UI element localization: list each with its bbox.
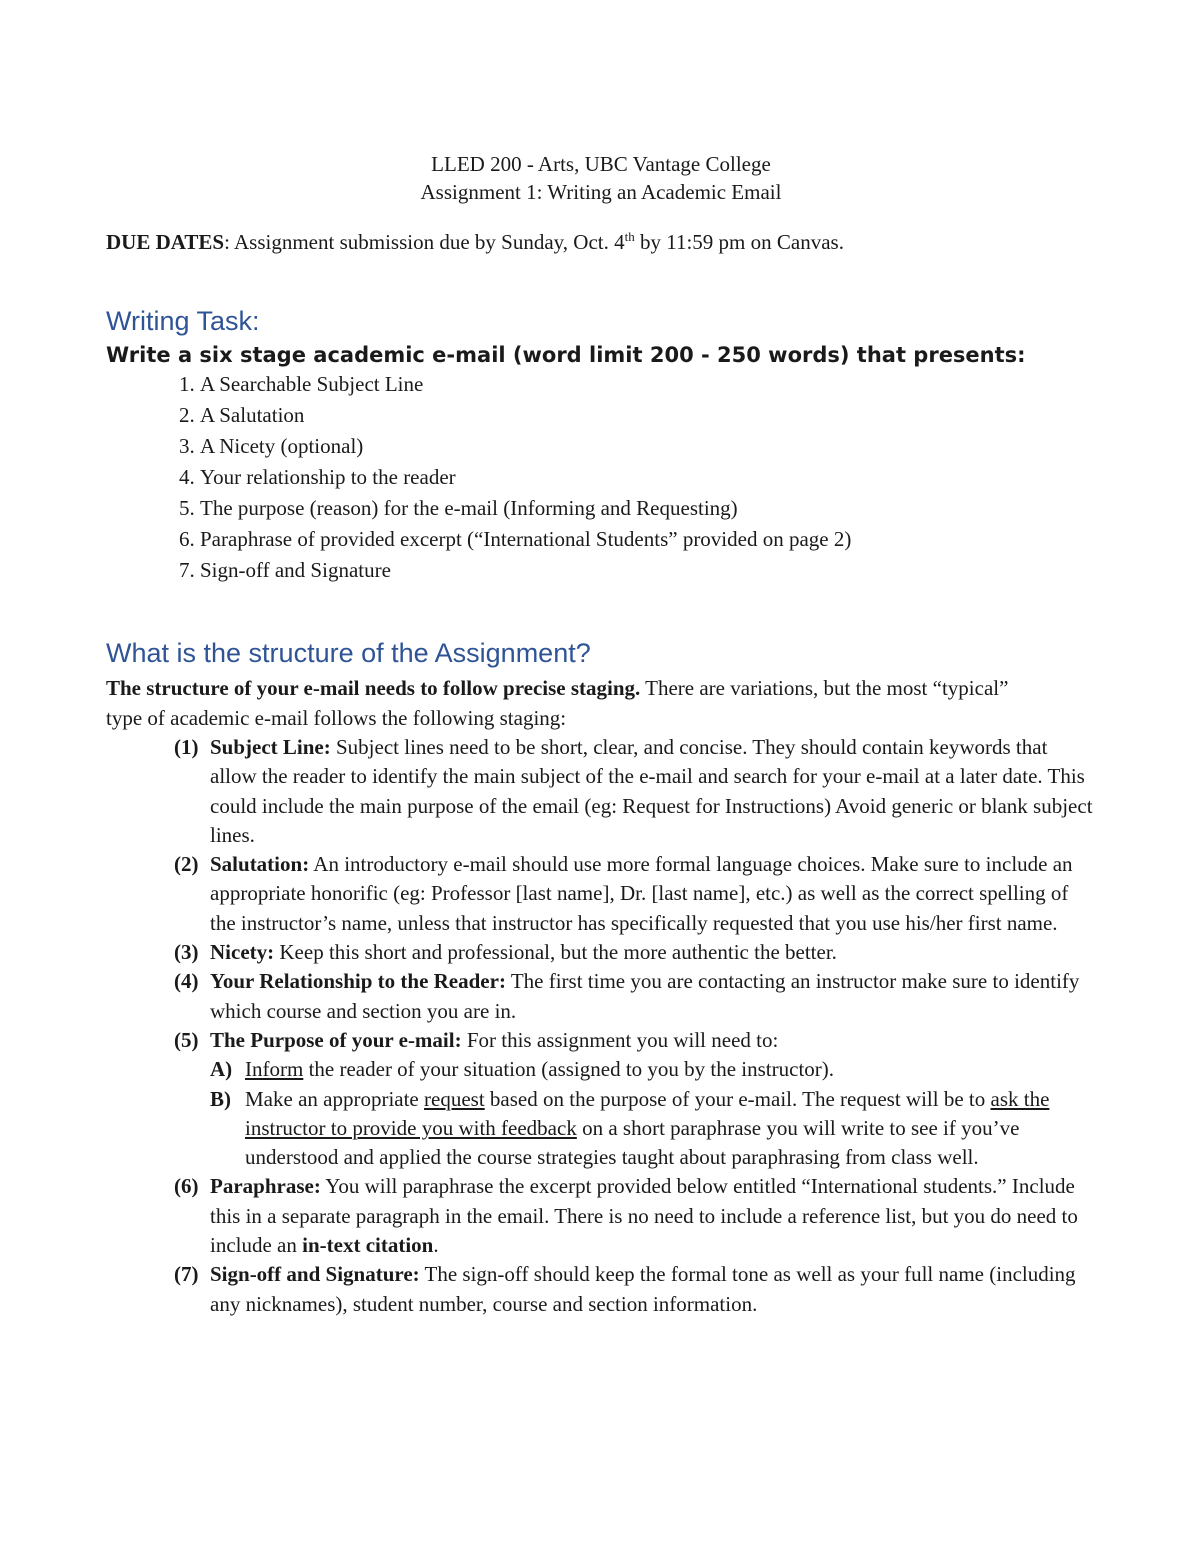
purpose-sub-request [106,1085,1095,1173]
structure-intro-bold: The structure of your e-mail needs to follow precise staging. [106,676,641,700]
stage-title: Paraphrase: [210,1174,321,1199]
course-line: LLED 200 - Arts, UBC Vantage College [431,152,771,176]
structure-intro [106,674,1036,733]
stage-title: Your Relationship to the Reader: [210,969,506,994]
stage-number: (3) [174,940,199,965]
sub-letter: A) [210,1057,233,1082]
stage-bold-term: in-text citation [302,1233,434,1258]
writing-task-intro: Write a six stage academic e-mail (word limit 200 - 250 words) that presents: [106,343,1026,367]
due-dates-line [106,228,1096,256]
stage-subject-line [106,733,1095,850]
stage-relationship [106,967,1095,1026]
stage-title: Salutation: [210,852,310,877]
stage-title: Sign-off and Signature: [210,1262,420,1287]
stage-text: The sign-off should keep the formal tone as well as your full name (including any nicknames), student number, course and section information. [210,1262,1076,1316]
writing-task-heading: Writing Task: [106,306,260,336]
due-dates-text-end: by 11:59 pm on Canvas. [634,230,844,254]
stage-purpose [106,1026,1095,1055]
stage-text: An introductory e-mail should use more formal language choices. Make sure to include an appropriate honorific (eg: Professor [last name], Dr. [last name], etc.) as well as the correct spelling of the instructor’s name, unless that instructor has specifically requested that you use his/her first name. [210,852,1073,935]
stage-number: (1) [174,735,199,759]
list-item: 2. A Salutation [200,400,1096,431]
writing-task-list [106,369,1096,586]
sub-text: Make an appropriate [245,1086,425,1111]
underlined-phrase: ask the instructor to provide you with feedback [245,1086,1050,1140]
list-item: 1. A Searchable Subject Line [200,369,1096,400]
list-item: 4. Your relationship to the reader [200,462,1096,493]
structure-heading: What is the structure of the Assignment? [106,638,591,668]
stage-title: The Purpose of your e-mail: [210,1027,462,1052]
stage-number: (4) [174,969,199,994]
stage-text: You will paraphrase the excerpt provided below entitled “International students.” Include this in a separate paragraph in the email. There is no need to include a reference list, but you do need to include an [210,1174,1078,1258]
due-dates-ordinal: th [624,229,635,244]
sub-text: on a short paraphrase you will write to see if you’ve understood and applied the course strategies taught about paraphrasing from class well. [245,1115,1020,1170]
staging-list [106,733,1096,1319]
list-item: 3. A Nicety (optional) [200,431,1096,462]
stage-nicety [106,938,1095,967]
sub-text: based on the purpose of your e-mail. The request will be to [484,1086,991,1111]
list-item: 6. Paraphrase of provided excerpt (“International Students” provided on page 2) [200,524,1096,555]
stage-salutation [106,850,1095,938]
stage-paraphrase [106,1172,1095,1260]
stage-text: The first time you are contacting an instructor make sure to identify which course and section you are in. [210,969,1080,1023]
stage-number: (6) [174,1174,199,1199]
stage-text-end: . [433,1233,439,1258]
document-page [106,150,1096,1319]
structure-intro-text: There are variations, but the most “typical” type of academic e-mail follows the following staging: [106,676,1009,730]
stage-text: For this assignment you will need to: [461,1027,779,1052]
list-item: 7. Sign-off and Signature [200,555,1096,586]
document-header [106,150,1096,206]
stage-title: Nicety: [210,940,275,965]
list-item: 5. The purpose (reason) for the e-mail (Informing and Requesting) [200,493,1096,524]
stage-sign-off [106,1260,1095,1319]
stage-title: Subject Line: [210,735,331,759]
stage-text: Subject lines need to be short, clear, and concise. They should contain keywords that allow the reader to identify the main subject of the e-mail and search for your e-mail at a later date. This could include the main purpose of the email (eg: Request for Instructions) Avoid generic or blank subject lines. [210,735,1093,847]
due-dates-label: DUE DATES [106,230,225,254]
underlined-term: Inform [245,1057,304,1082]
purpose-sub-inform [106,1055,1095,1084]
stage-number: (2) [174,852,199,877]
assignment-title: Assignment 1: Writing an Academic Email [420,180,782,204]
sub-text: the reader of your situation (assigned to you by the instructor). [303,1057,835,1082]
stage-number: (5) [174,1027,199,1052]
stage-text: Keep this short and professional, but the more authentic the better. [274,940,837,965]
stage-number: (7) [174,1262,199,1287]
sub-letter: B) [210,1086,231,1111]
due-dates-text: : Assignment submission due by Sunday, Oct. 4 [224,230,625,254]
underlined-term: request [424,1086,485,1111]
